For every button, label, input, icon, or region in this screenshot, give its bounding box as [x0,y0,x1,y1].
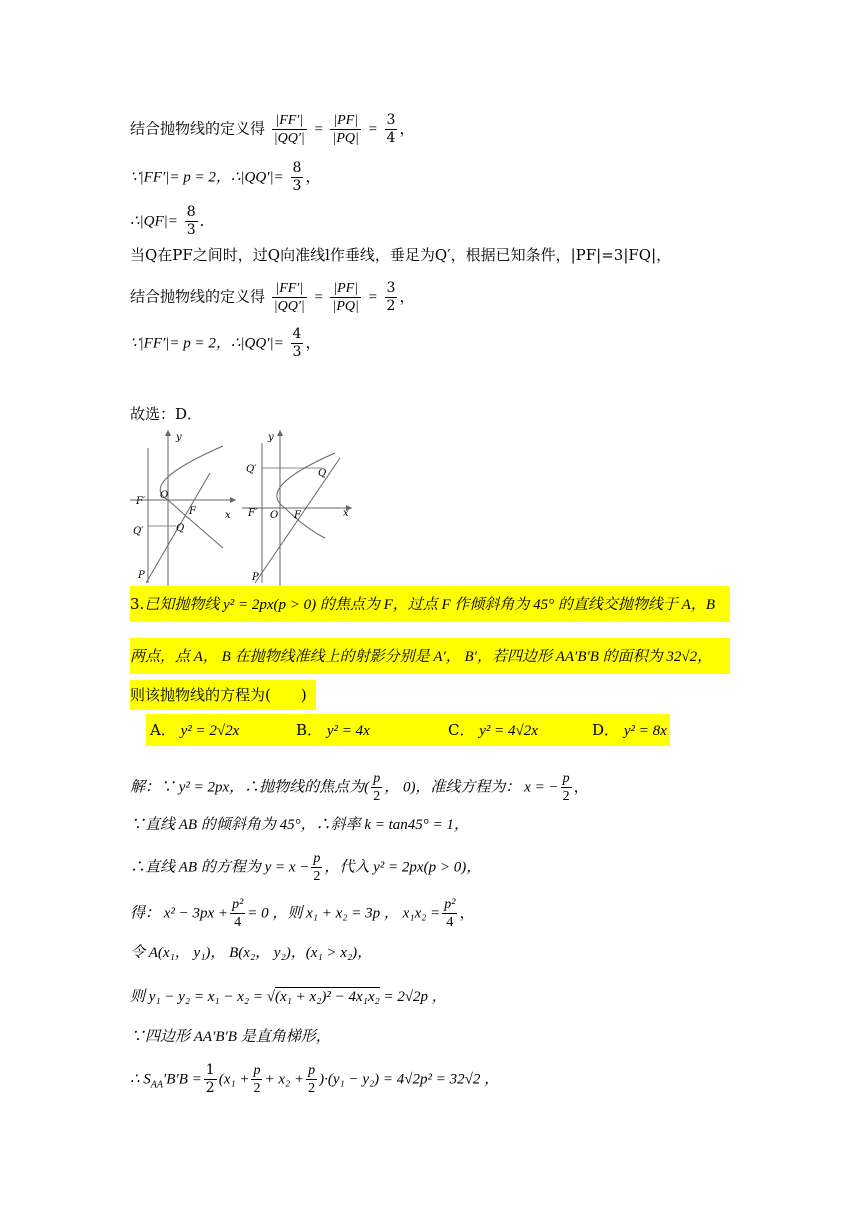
answer-line: 故选：D． [130,405,203,423]
parabola-figure-left [128,428,238,588]
origin-label: O [270,510,279,521]
f-prime-label: F′ [136,496,146,507]
option-b[interactable]: B． y² = 4x [296,721,370,739]
line-text: 结合抛物线的定义得 [130,287,266,306]
fraction: $\frac{3}{4}$ [386,112,396,146]
q-prime-label: Q′ [246,464,257,475]
x-label: x [343,508,349,519]
p-label: P [138,570,145,581]
option-d[interactable]: D． y² = 8x [592,721,667,739]
text-line: ∵|FF′|= p = 2，∴|QQ′|= $\frac{4}{3}$ ， [130,326,321,360]
fraction: $\frac{|FF'|}{|QQ'|}$ [273,113,305,146]
line-text: ∵|FF′|= p = 2，∴|QQ′|= [130,335,284,352]
fraction: $\frac{3}{2}$ [386,280,396,314]
line-text: 当Q在PF之间时，过Q向准线l作垂线，垂足为Q′，根据已知条件，|PF|=3|FQ|， [130,246,672,264]
option-c[interactable]: C． y² = 4√2x [448,721,538,739]
focus-label: F [294,510,301,521]
solution-line: 解：∵ y² = 2px，∴抛物线的焦点为( $\frac{p}{2}$ ， 0)，准线方程为： x = − $\frac{p}{2}$ ， [130,771,589,804]
line-text: ∴|QF|= [130,213,178,230]
fraction: $\frac{1}{2}$ [205,1062,215,1096]
text-line: 结合抛物线的定义得 $\frac{|FF'|}{|QQ'|}$ = $\frac{|PF|}{|PQ|}$ = $\frac{3}{4}$ ， [130,112,415,146]
fraction: $\frac{8}{3}$ [292,160,302,194]
solution-line: ∴直线 AB 的方程为 y = x − $\frac{p}{2}$ ，代入 y² = 2px(p > 0)， [130,851,482,884]
problem-line-3: 则该抛物线的方程为( ) [130,686,307,704]
solution-line: ∴ $S_{AA}'B'B$ = $\frac{1}{2}$ (x₁ + $\frac{p}{2}$ + x₂ + $\frac{p}{2}$ )·(y₁ − y₂) = 4√2p² = 32√2 ， [130,1062,500,1096]
x-label: x [225,510,231,521]
origin-label: O [160,490,169,501]
solution-line: ∵四边形 AA′B′B 是直角梯形， [130,1029,331,1045]
solution-line: 得： x² − 3px + $\frac{\text{p²}}{4}$ = 0 ，则 x₁ + x₂ = 3p ， x₁x₂ = $\frac{\text{p²}}{4}$ ， [130,897,475,930]
fraction: $\frac{|PF|}{|PQ|}$ [332,113,359,146]
f-prime-label: F′ [248,508,258,519]
fraction: $\frac{\text{p²}}{4}$ [232,897,244,930]
parabola-figure-right [240,428,355,588]
fraction: $\frac{\text{p²}}{4}$ [444,897,456,930]
solution-line: ∵直线 AB 的倾斜角为 45°，∴斜率 k = tan45° = 1， [130,817,469,833]
p-label: P [252,572,259,583]
fraction: $\frac{p}{2}$ [313,851,321,884]
fraction: $\frac{p}{2}$ [308,1063,316,1096]
text-line: ∴|QF|= $\frac{8}{3}$ ． [130,204,215,238]
problem-line-1: 3.已知抛物线 y² = 2px(p > 0) 的焦点为 F，过点 F 作倾斜角为 45° 的直线交抛物线于 A，B [130,595,716,613]
option-a[interactable]: A． y² = 2√2x [150,721,240,739]
fraction: $\frac{p}{2}$ [562,771,570,804]
focus-label: F [189,506,196,517]
text-line [130,245,671,265]
problem-line-2: 两点，点 A， B 在抛物线准线上的射影分别是 A′， B′，若四边形 AA′B′B 的面积为 32√2， [130,649,713,665]
fraction: $\frac{p}{2}$ [253,1063,261,1096]
fraction: $\frac{4}{3}$ [292,326,302,360]
line-text: ∵|FF′|= p = 2，∴|QQ′|= [130,169,284,186]
q-label: Q [176,523,185,534]
solution-line: 令 A(x₁， y₁)， B(x₂， y₂)，(x₁ > x₂)， [130,945,373,961]
text-line: ∵|FF′|= p = 2，∴|QQ′|= $\frac{8}{3}$ ， [130,160,321,194]
y-label: y [268,432,274,443]
solution-line: 则 y₁ − y₂ = x₁ − x₂ = √(x₁ + x₂)² − 4x₁x₂ = 2√2p ， [130,989,447,1005]
y-label: y [176,432,182,443]
q-label: Q [318,468,327,479]
fraction: $\frac{|FF'|}{|QQ'|}$ [273,281,305,314]
fraction: $\frac{|PF|}{|PQ|}$ [332,281,359,314]
fraction: $\frac{p}{2}$ [373,771,381,804]
line-text: 结合抛物线的定义得 [130,119,266,138]
text-line: 结合抛物线的定义得 $\frac{|FF'|}{|QQ'|}$ = $\frac{|PF|}{|PQ|}$ = $\frac{3}{2}$ ， [130,280,415,314]
fraction: $\frac{8}{3}$ [186,204,196,238]
q-prime-label: Q′ [133,526,144,537]
